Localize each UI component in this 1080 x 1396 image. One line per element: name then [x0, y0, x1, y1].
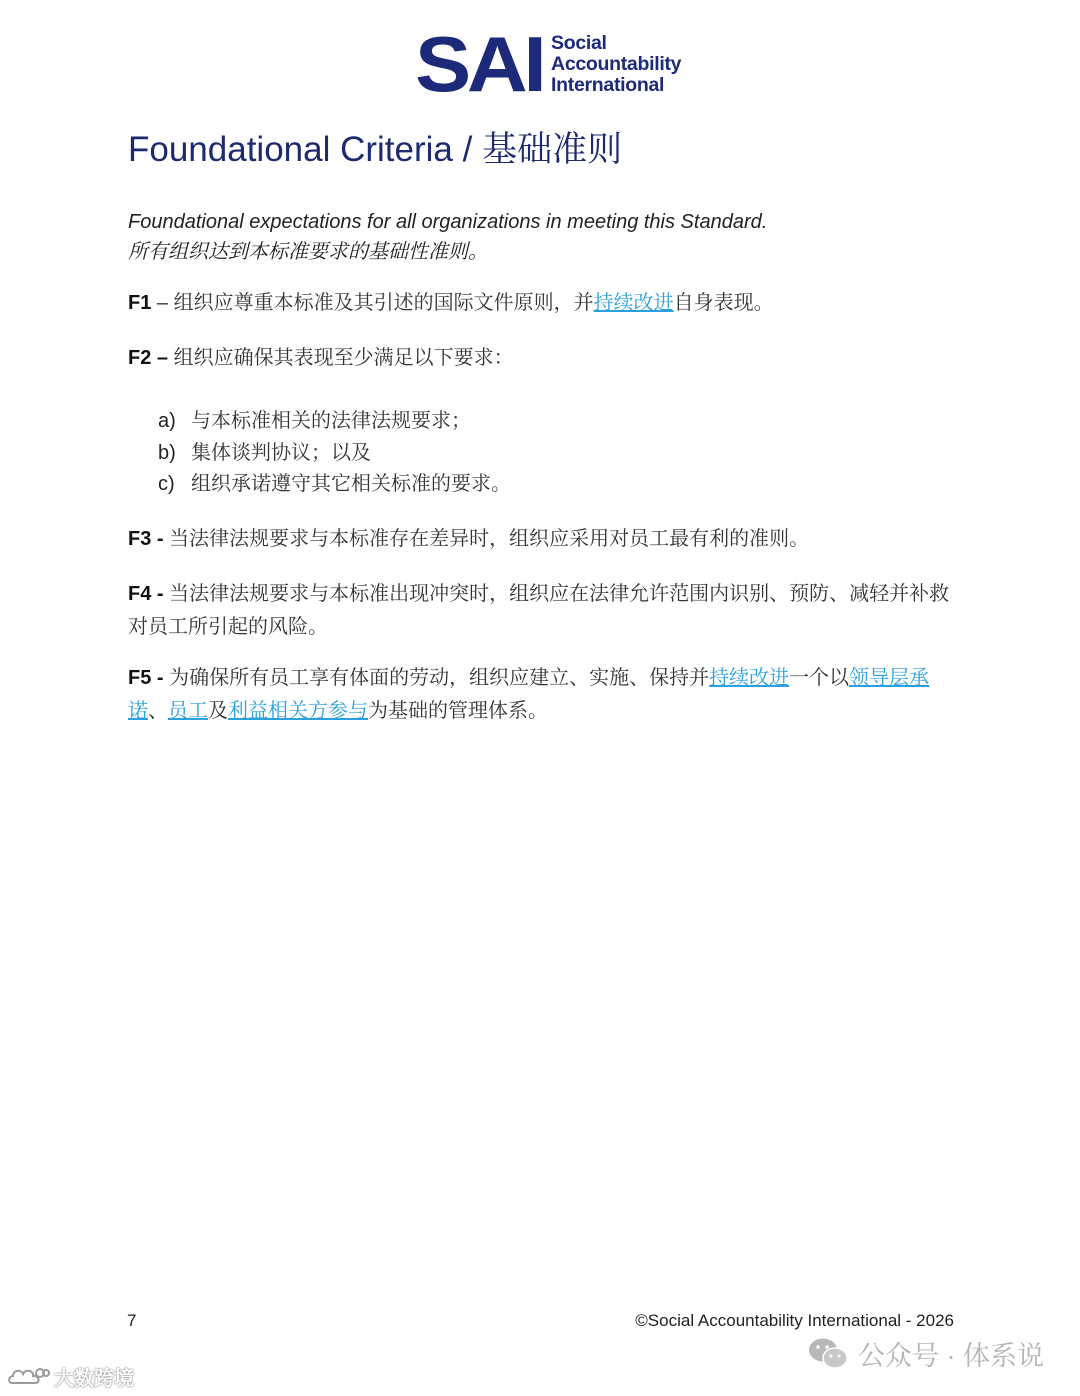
leadership-commitment-link[interactable]: 领导层承诺 — [128, 667, 930, 722]
logo-line: Social — [551, 32, 607, 54]
criterion-f3 — [128, 523, 958, 556]
criterion-text: 一个以 — [789, 667, 850, 689]
list-marker: b) — [158, 441, 176, 464]
intro-english: Foundational expectations for all organizations in meeting this Standard. — [128, 211, 768, 233]
criterion-f4 — [128, 578, 958, 644]
list-item-text: 组织承诺遵守其它相关标准的要求。 — [191, 473, 511, 495]
f2-requirements-list — [158, 406, 511, 501]
criterion-text: 自身表现。 — [673, 292, 774, 314]
list-item-text: 与本标准相关的法律法规要求； — [191, 410, 471, 432]
criterion-label: F4 - — [128, 583, 164, 605]
continuous-improvement-link[interactable]: 持续改进 — [709, 667, 790, 689]
copyright-notice: ©Social Accountability International - 2026 — [635, 1311, 954, 1330]
criterion-text: 当法律法规要求与本标准存在差异时，组织应采用对员工最有利的准则。 — [163, 528, 810, 550]
logo-line: Accountability — [551, 53, 682, 75]
criterion-f2 — [128, 342, 958, 375]
criterion-text: 为基础的管理体系。 — [368, 700, 548, 722]
list-item-text: 集体谈判协议；以及 — [191, 441, 371, 464]
intro — [128, 207, 767, 267]
criterion-text: – 组织应尊重本标准及其引述的国际文件原则，并 — [151, 292, 594, 314]
criterion-label: F5 - — [128, 667, 164, 689]
criterion-text: 组织应确保其表现至少满足以下要求： — [168, 347, 514, 369]
sai-logo — [415, 20, 682, 108]
list-marker: c) — [158, 473, 175, 495]
criterion-f5 — [128, 662, 958, 728]
criterion-text: 、 — [148, 700, 168, 722]
criterion-label: F1 — [128, 292, 152, 314]
logo-line: International — [551, 74, 665, 96]
list-marker: a) — [158, 410, 176, 432]
page-number: 7 — [127, 1311, 137, 1330]
criterion-text: 为确保所有员工享有体面的劳动，组织应建立、实施、保持并 — [163, 667, 710, 689]
logo-mark: SAI — [415, 20, 543, 108]
wechat-watermark — [808, 1334, 1044, 1373]
criterion-label: F2 – — [128, 347, 169, 369]
stakeholder-engagement-link[interactable]: 利益相关方参与 — [228, 700, 368, 722]
logo-wordmark — [551, 32, 681, 96]
list-item — [158, 469, 511, 501]
cloud-logo-icon — [6, 1365, 50, 1389]
corner-watermark — [6, 1362, 134, 1391]
continuous-improvement-link[interactable]: 持续改进 — [593, 292, 674, 314]
list-item — [158, 438, 511, 470]
criterion-text: 当法律法规要求与本标准出现冲突时，组织应在法律允许范围内识别、预防、减轻并补救对员工所引起的风险。 — [128, 583, 950, 638]
criterion-f1 — [128, 287, 958, 320]
page-title: Foundational Criteria / 基础准则 — [128, 130, 623, 169]
intro-chinese: 所有组织达到本标准要求的基础性准则。 — [128, 241, 488, 263]
list-item — [158, 406, 511, 438]
workers-link[interactable]: 员工 — [168, 700, 208, 722]
watermark-text: 大数跨境 — [54, 1368, 134, 1390]
criterion-label: F3 - — [128, 528, 164, 550]
wechat-icon — [808, 1337, 848, 1371]
watermark-text: 公众号 · 体系说 — [858, 1341, 1044, 1371]
criterion-text: 及 — [208, 700, 228, 722]
